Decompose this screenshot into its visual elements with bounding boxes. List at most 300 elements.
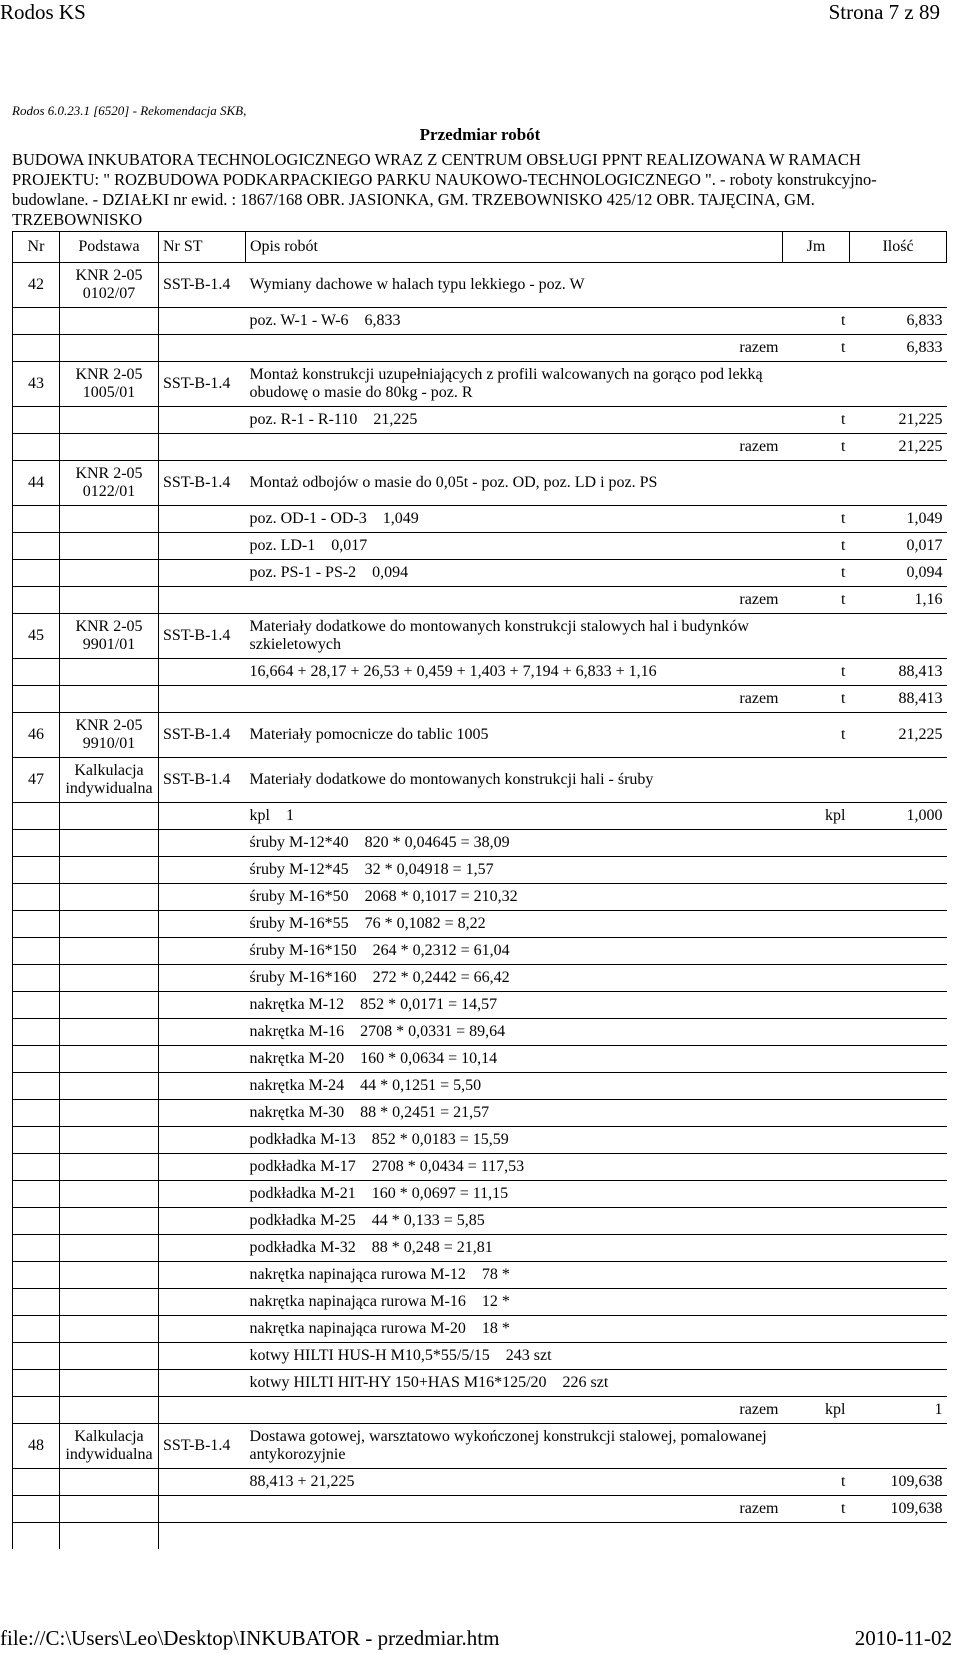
measurement-text: podkładka M-25 44 * 0,133 = 5,85 — [246, 1208, 783, 1235]
col-opis-header: Opis robót — [246, 232, 783, 263]
measurement-line — [13, 992, 947, 1019]
project-description: BUDOWA INKUBATORA TECHNOLOGICZNEGO WRAZ Z CENTRUM OBSŁUGI PPNT REALIZOWANA W RAMACH PROJEKTU: " ROZBUDOWA PODKARPACKIEGO PARKU NAUKOWO-TECHNOLOGICZNEGO ". - roboty konstrukcyjno-budowlane. - DZIAŁKI nr ewid. : 1867/168 OBR. JASIONKA, GM. TRZEBOWNISKO 425/12 OBR. TAJĘCINA, GM. TRZEBOWNISKO — [12, 150, 877, 229]
measurement-unit — [783, 1208, 850, 1235]
app-name: Rodos KS — [0, 0, 86, 24]
empty-cell — [60, 1154, 159, 1181]
measurement-line — [13, 857, 947, 884]
measurement-line — [13, 407, 947, 434]
measurement-unit — [783, 911, 850, 938]
item-basis: Kalkulacja indywidualna — [60, 758, 159, 803]
item-description: Montaż odbojów o masie do 0,05t - poz. OD, poz. LD i poz. PS — [246, 461, 783, 506]
subtotal-quantity: 88,413 — [850, 686, 947, 713]
measurement-text: śruby M-16*150 264 * 0,2312 = 61,04 — [246, 938, 783, 965]
measurement-quantity — [850, 1181, 947, 1208]
measurement-line — [13, 308, 947, 335]
measurement-quantity: 6,833 — [850, 308, 947, 335]
empty-cell — [60, 830, 159, 857]
subtotal-row — [13, 434, 947, 461]
measurement-unit — [783, 830, 850, 857]
empty-cell — [159, 803, 246, 830]
empty-cell — [60, 1370, 159, 1397]
empty-cell — [60, 1343, 159, 1370]
table-end-row — [13, 1523, 947, 1550]
empty-cell — [60, 992, 159, 1019]
table-header — [13, 232, 947, 263]
subtotal-unit: t — [783, 335, 850, 362]
measurement-unit — [783, 884, 850, 911]
measurement-text: nakrętka M-20 160 * 0,0634 = 10,14 — [246, 1046, 783, 1073]
empty-cell — [13, 1523, 60, 1550]
measurement-line — [13, 1073, 947, 1100]
empty-cell — [159, 1154, 246, 1181]
subtotal-quantity: 21,225 — [850, 434, 947, 461]
empty-cell — [60, 1100, 159, 1127]
empty-cell — [60, 1469, 159, 1496]
empty-cell — [13, 992, 60, 1019]
measurement-text: poz. OD-1 - OD-3 1,049 — [246, 506, 783, 533]
empty-cell — [13, 407, 60, 434]
measurement-line — [13, 1019, 947, 1046]
measurement-text: nakrętka napinająca rurowa M-16 12 * — [246, 1289, 783, 1316]
item-quantity — [850, 461, 947, 506]
empty-cell — [159, 1100, 246, 1127]
empty-cell — [159, 587, 246, 614]
empty-cell — [60, 533, 159, 560]
empty-cell — [60, 1523, 159, 1550]
empty-cell — [60, 1073, 159, 1100]
measurement-quantity: 1,000 — [850, 803, 947, 830]
measurement-text: śruby M-16*55 76 * 0,1082 = 8,22 — [246, 911, 783, 938]
measurement-unit — [783, 1019, 850, 1046]
table-row — [13, 263, 947, 308]
empty-cell — [60, 407, 159, 434]
measurement-unit: t — [783, 1469, 850, 1496]
measurement-text: nakrętka M-24 44 * 0,1251 = 5,50 — [246, 1073, 783, 1100]
empty-cell — [159, 857, 246, 884]
item-basis: KNR 2-05 9910/01 — [60, 713, 159, 758]
measurement-unit: kpl — [783, 803, 850, 830]
measurement-line — [13, 1127, 947, 1154]
measurement-quantity — [850, 884, 947, 911]
empty-cell — [60, 1127, 159, 1154]
item-quantity — [850, 362, 947, 407]
item-basis: KNR 2-05 9901/01 — [60, 614, 159, 659]
empty-cell — [159, 965, 246, 992]
measurement-quantity: 21,225 — [850, 407, 947, 434]
empty-cell — [13, 1370, 60, 1397]
measurement-text: poz. LD-1 0,017 — [246, 533, 783, 560]
subtotal-unit: t — [783, 686, 850, 713]
empty-cell — [13, 1046, 60, 1073]
item-basis: Kalkulacja indywidualna — [60, 1424, 159, 1469]
item-unit — [783, 758, 850, 803]
measurement-quantity — [850, 1262, 947, 1289]
empty-cell — [13, 830, 60, 857]
subtotal-label: razem — [246, 1496, 783, 1523]
measurement-unit — [783, 1073, 850, 1100]
empty-cell — [13, 506, 60, 533]
measurement-quantity — [850, 992, 947, 1019]
measurement-line — [13, 911, 947, 938]
subtotal-label: razem — [246, 434, 783, 461]
measurement-text: podkładka M-17 2708 * 0,0434 = 117,53 — [246, 1154, 783, 1181]
item-unit — [783, 1424, 850, 1469]
measurement-unit — [783, 1235, 850, 1262]
measurement-line — [13, 1370, 947, 1397]
empty-cell — [13, 911, 60, 938]
empty-cell — [159, 506, 246, 533]
empty-cell — [60, 1262, 159, 1289]
item-description: Materiały dodatkowe do montowanych konstrukcji stalowych hal i budynków szkieletowych — [246, 614, 783, 659]
empty-cell — [13, 1154, 60, 1181]
table-row — [13, 758, 947, 803]
table-row — [13, 713, 947, 758]
empty-cell — [60, 686, 159, 713]
subtotal-row — [13, 1496, 947, 1523]
empty-cell — [159, 560, 246, 587]
empty-cell — [159, 659, 246, 686]
measurement-line — [13, 1181, 947, 1208]
item-number: 47 — [13, 758, 60, 803]
empty-cell — [13, 1397, 60, 1424]
subtotal-label: razem — [246, 587, 783, 614]
measurement-text: śruby M-12*40 820 * 0,04645 = 38,09 — [246, 830, 783, 857]
empty-cell — [13, 1316, 60, 1343]
col-nr-st-header: Nr ST — [159, 232, 246, 263]
empty-cell — [60, 1046, 159, 1073]
item-number: 43 — [13, 362, 60, 407]
measurement-unit — [783, 1100, 850, 1127]
empty-cell — [60, 1316, 159, 1343]
empty-cell — [159, 1316, 246, 1343]
empty-cell — [13, 434, 60, 461]
measurement-quantity — [850, 1289, 947, 1316]
measurement-quantity — [850, 830, 947, 857]
subtotal-label: razem — [246, 335, 783, 362]
table-row — [13, 461, 947, 506]
table-row — [13, 1424, 947, 1469]
empty-cell — [850, 1523, 947, 1550]
empty-cell — [13, 587, 60, 614]
empty-cell — [60, 335, 159, 362]
empty-cell — [13, 857, 60, 884]
item-number: 44 — [13, 461, 60, 506]
measurement-quantity — [850, 1370, 947, 1397]
empty-cell — [159, 1262, 246, 1289]
empty-cell — [60, 434, 159, 461]
measurement-unit — [783, 992, 850, 1019]
empty-cell — [13, 1100, 60, 1127]
subtotal-unit: t — [783, 434, 850, 461]
empty-cell — [159, 335, 246, 362]
file-path: file://C:\Users\Leo\Desktop\INKUBATOR - przedmiar.htm — [0, 1626, 500, 1650]
measurement-quantity: 0,017 — [850, 533, 947, 560]
measurement-text: 16,664 + 28,17 + 26,53 + 0,459 + 1,403 + 7,194 + 6,833 + 1,16 — [246, 659, 783, 686]
empty-cell — [159, 1127, 246, 1154]
empty-cell — [13, 1262, 60, 1289]
col-podstawa-header: Podstawa — [60, 232, 159, 263]
measurement-text: śruby M-12*45 32 * 0,04918 = 1,57 — [246, 857, 783, 884]
measurement-line — [13, 533, 947, 560]
item-number: 48 — [13, 1424, 60, 1469]
measurement-text: kotwy HILTI HUS-H M10,5*55/5/15 243 szt — [246, 1343, 783, 1370]
empty-cell — [60, 857, 159, 884]
item-spec: SST-B-1.4 — [159, 713, 246, 758]
measurement-unit — [783, 1127, 850, 1154]
measurement-quantity: 1,049 — [850, 506, 947, 533]
item-basis: KNR 2-05 0102/07 — [60, 263, 159, 308]
measurement-line — [13, 659, 947, 686]
subtotal-quantity: 1,16 — [850, 587, 947, 614]
subtotal-row — [13, 1397, 947, 1424]
empty-cell — [159, 992, 246, 1019]
measurement-line — [13, 1100, 947, 1127]
measurement-line — [13, 1046, 947, 1073]
subtotal-unit: t — [783, 587, 850, 614]
empty-cell — [159, 407, 246, 434]
subtotal-quantity: 109,638 — [850, 1496, 947, 1523]
col-ilosc-header: Ilość — [850, 232, 947, 263]
item-spec: SST-B-1.4 — [159, 614, 246, 659]
item-number: 45 — [13, 614, 60, 659]
empty-cell — [159, 1046, 246, 1073]
item-spec: SST-B-1.4 — [159, 263, 246, 308]
empty-cell — [13, 335, 60, 362]
empty-cell — [60, 1019, 159, 1046]
measurement-quantity — [850, 1154, 947, 1181]
empty-cell — [13, 1496, 60, 1523]
measurement-text: nakrętka M-30 88 * 0,2451 = 21,57 — [246, 1100, 783, 1127]
col-nr-header: Nr — [13, 232, 60, 263]
measurement-line — [13, 1262, 947, 1289]
empty-cell — [13, 1127, 60, 1154]
empty-cell — [60, 965, 159, 992]
measurement-unit — [783, 1343, 850, 1370]
item-unit: t — [783, 713, 850, 758]
subtotal-label: razem — [246, 686, 783, 713]
measurement-text: nakrętka M-16 2708 * 0,0331 = 89,64 — [246, 1019, 783, 1046]
empty-cell — [13, 938, 60, 965]
measurement-unit — [783, 1370, 850, 1397]
measurement-text: poz. R-1 - R-110 21,225 — [246, 407, 783, 434]
item-spec: SST-B-1.4 — [159, 362, 246, 407]
measurement-unit: t — [783, 659, 850, 686]
bill-of-quantities-table — [12, 231, 947, 1549]
empty-cell — [60, 1181, 159, 1208]
empty-cell — [60, 911, 159, 938]
measurement-text: 88,413 + 21,225 — [246, 1469, 783, 1496]
measurement-line — [13, 506, 947, 533]
measurement-text: kpl 1 — [246, 803, 783, 830]
table-row — [13, 614, 947, 659]
empty-cell — [159, 308, 246, 335]
measurement-text: poz. W-1 - W-6 6,833 — [246, 308, 783, 335]
item-basis: KNR 2-05 0122/01 — [60, 461, 159, 506]
measurement-unit — [783, 1046, 850, 1073]
measurement-unit: t — [783, 308, 850, 335]
measurement-text: podkładka M-13 852 * 0,0183 = 15,59 — [246, 1127, 783, 1154]
print-date: 2010-11-02 — [854, 1626, 952, 1650]
table-body — [13, 232, 947, 1550]
item-description: Wymiany dachowe w halach typu lekkiego - poz. W — [246, 263, 783, 308]
measurement-quantity: 109,638 — [850, 1469, 947, 1496]
empty-cell — [60, 1397, 159, 1424]
measurement-unit — [783, 1154, 850, 1181]
empty-cell — [60, 1208, 159, 1235]
empty-cell — [159, 830, 246, 857]
item-description: Materiały pomocnicze do tablic 1005 — [246, 713, 783, 758]
table-row — [13, 362, 947, 407]
empty-cell — [60, 587, 159, 614]
item-quantity — [850, 614, 947, 659]
empty-cell — [159, 1289, 246, 1316]
measurement-quantity — [850, 938, 947, 965]
measurement-line — [13, 560, 947, 587]
item-unit — [783, 263, 850, 308]
measurement-line — [13, 1235, 947, 1262]
empty-cell — [159, 533, 246, 560]
item-number: 42 — [13, 263, 60, 308]
measurement-text: śruby M-16*160 272 * 0,2442 = 66,42 — [246, 965, 783, 992]
empty-cell — [159, 1469, 246, 1496]
subtotal-row — [13, 335, 947, 362]
empty-cell — [159, 1208, 246, 1235]
measurement-unit — [783, 1262, 850, 1289]
empty-cell — [60, 938, 159, 965]
empty-cell — [13, 884, 60, 911]
empty-cell — [159, 1019, 246, 1046]
empty-cell — [159, 1397, 246, 1424]
item-unit — [783, 614, 850, 659]
subtotal-quantity: 6,833 — [850, 335, 947, 362]
measurement-unit: t — [783, 407, 850, 434]
empty-cell — [783, 1523, 850, 1550]
subtotal-row — [13, 686, 947, 713]
empty-cell — [159, 1235, 246, 1262]
measurement-quantity — [850, 1316, 947, 1343]
empty-cell — [13, 1073, 60, 1100]
col-jm-header: Jm — [783, 232, 850, 263]
subtotal-unit: t — [783, 1496, 850, 1523]
measurement-quantity — [850, 1235, 947, 1262]
measurement-text: kotwy HILTI HIT-HY 150+HAS M16*125/20 226 szt — [246, 1370, 783, 1397]
measurement-text: podkładka M-32 88 * 0,248 = 21,81 — [246, 1235, 783, 1262]
empty-cell — [13, 1469, 60, 1496]
measurement-unit — [783, 965, 850, 992]
measurement-text: poz. PS-1 - PS-2 0,094 — [246, 560, 783, 587]
page-number: Strona 7 z 89 — [828, 0, 940, 24]
empty-cell — [159, 1523, 246, 1550]
empty-cell — [159, 1370, 246, 1397]
item-quantity: 21,225 — [850, 713, 947, 758]
measurement-line — [13, 1289, 947, 1316]
measurement-quantity — [850, 1073, 947, 1100]
item-description: Dostawa gotowej, warsztatowo wykończonej konstrukcji stalowej, pomalowanej antykorozyjnie — [246, 1424, 783, 1469]
empty-cell — [159, 938, 246, 965]
empty-cell — [60, 659, 159, 686]
empty-cell — [159, 1343, 246, 1370]
empty-cell — [13, 686, 60, 713]
empty-cell — [159, 1496, 246, 1523]
measurement-line — [13, 1343, 947, 1370]
measurement-quantity — [850, 1127, 947, 1154]
measurement-text: nakrętka M-12 852 * 0,0171 = 14,57 — [246, 992, 783, 1019]
measurement-line — [13, 965, 947, 992]
measurement-line — [13, 938, 947, 965]
page-title: Przedmiar robót — [419, 125, 541, 144]
empty-cell — [246, 1523, 783, 1550]
measurement-line — [13, 1469, 947, 1496]
measurement-quantity — [850, 1100, 947, 1127]
measurement-text: podkładka M-21 160 * 0,0697 = 11,15 — [246, 1181, 783, 1208]
item-quantity — [850, 1424, 947, 1469]
empty-cell — [60, 308, 159, 335]
measurement-quantity — [850, 1343, 947, 1370]
empty-cell — [159, 1181, 246, 1208]
subtotal-row — [13, 587, 947, 614]
empty-cell — [159, 686, 246, 713]
measurement-line — [13, 884, 947, 911]
empty-cell — [13, 308, 60, 335]
item-unit — [783, 362, 850, 407]
empty-cell — [159, 884, 246, 911]
empty-cell — [13, 659, 60, 686]
measurement-line — [13, 1316, 947, 1343]
empty-cell — [13, 965, 60, 992]
measurement-quantity — [850, 1046, 947, 1073]
measurement-unit: t — [783, 560, 850, 587]
empty-cell — [13, 533, 60, 560]
empty-cell — [60, 506, 159, 533]
item-description: Materiały dodatkowe do montowanych konstrukcji hali - śruby — [246, 758, 783, 803]
measurement-quantity: 88,413 — [850, 659, 947, 686]
item-spec: SST-B-1.4 — [159, 758, 246, 803]
empty-cell — [13, 1181, 60, 1208]
measurement-unit: t — [783, 533, 850, 560]
subtotal-unit: kpl — [783, 1397, 850, 1424]
item-number: 46 — [13, 713, 60, 758]
empty-cell — [13, 560, 60, 587]
measurement-line — [13, 1154, 947, 1181]
empty-cell — [60, 1496, 159, 1523]
item-spec: SST-B-1.4 — [159, 461, 246, 506]
version-info: Rodos 6.0.23.1 [6520] - Rekomendacja SKB, — [12, 103, 247, 118]
measurement-line — [13, 1208, 947, 1235]
subtotal-label: razem — [246, 1397, 783, 1424]
empty-cell — [13, 1235, 60, 1262]
item-spec: SST-B-1.4 — [159, 1424, 246, 1469]
measurement-quantity: 0,094 — [850, 560, 947, 587]
measurement-quantity — [850, 857, 947, 884]
empty-cell — [60, 1235, 159, 1262]
empty-cell — [13, 1019, 60, 1046]
measurement-quantity — [850, 1208, 947, 1235]
measurement-unit — [783, 857, 850, 884]
subtotal-quantity: 1 — [850, 1397, 947, 1424]
measurement-text: śruby M-16*50 2068 * 0,1017 = 210,32 — [246, 884, 783, 911]
measurement-line — [13, 803, 947, 830]
empty-cell — [13, 1343, 60, 1370]
empty-cell — [13, 803, 60, 830]
empty-cell — [159, 911, 246, 938]
empty-cell — [13, 1208, 60, 1235]
measurement-quantity — [850, 911, 947, 938]
empty-cell — [60, 1289, 159, 1316]
measurement-line — [13, 830, 947, 857]
measurement-quantity — [850, 1019, 947, 1046]
measurement-unit — [783, 938, 850, 965]
measurement-unit — [783, 1289, 850, 1316]
